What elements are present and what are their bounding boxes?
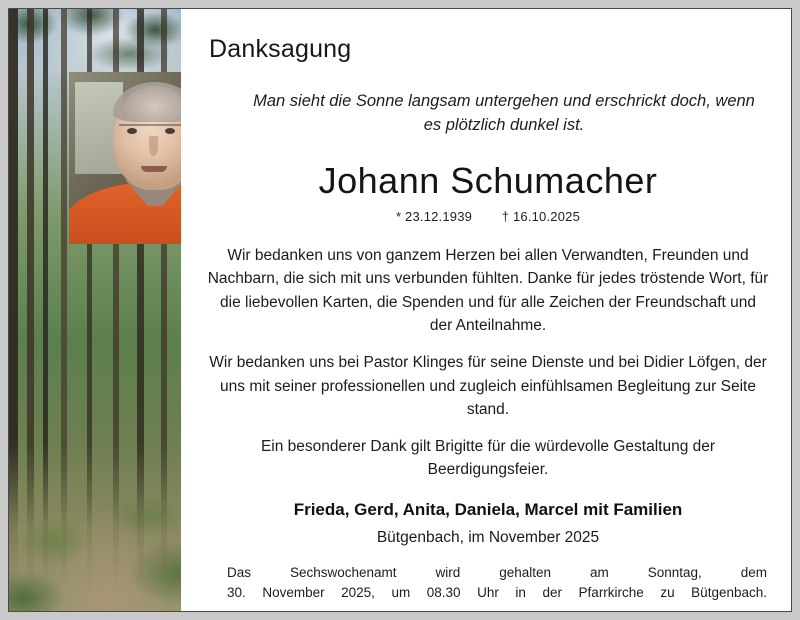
thanks-paragraph-2: Wir bedanken uns bei Pastor Klinges für seine Dienste und bei Didier Löfgen, der uns mit seiner professionellen und zugleich einfühlsamen Begleitung zur Seite stand.	[209, 354, 767, 419]
portrait-hair	[113, 82, 181, 122]
deceased-name: Johann Schumacher	[318, 159, 658, 201]
verse-quote: Man sieht die Sonne langsam untergehen und erschrickt doch, wenn es plötzlich dunkel ist.	[253, 92, 755, 134]
page-title: Danksagung	[209, 35, 352, 63]
death-date: † 16.10.2025	[501, 208, 581, 224]
portrait-photo	[69, 72, 181, 244]
portrait-nose	[149, 136, 158, 156]
family-signature: Frieda, Gerd, Anita, Daniela, Marcel mit Familien	[293, 499, 683, 519]
thanks-paragraph-1: Wir bedanken uns von ganzem Herzen bei allen Verwandten, Freunden und Nachbarn, die sich mit uns verbunden fühlten. Danke für jedes tröstende Wort, für die liebevollen Karten, die Spenden und für alle Zeichen der Freundschaft und der Anteilnahme.	[207, 246, 769, 335]
service-notice-line-1: Das Sechswochenamt wird gehalten am Sonntag, dem	[227, 564, 767, 580]
forest-photo-column	[9, 9, 181, 611]
birth-date: * 23.12.1939	[395, 208, 473, 224]
portrait-photo-artwork	[69, 72, 181, 244]
undergrowth-decoration	[9, 361, 181, 611]
portrait-mouth	[141, 166, 167, 172]
obituary-card	[8, 8, 792, 612]
portrait-eye-right	[165, 128, 175, 134]
portrait-eye-left	[127, 128, 137, 134]
life-dates	[207, 209, 769, 224]
thanks-paragraph-3: Ein besonderer Dank gilt Brigitte für die würdevolle Gestaltung der Beerdigungsfeier.	[260, 437, 716, 479]
obituary-text-column	[181, 9, 791, 611]
place-and-date: Bütgenbach, im November 2025	[376, 528, 600, 546]
service-notice-line-2: 30. November 2025, um 08.30 Uhr in der Pfarrkirche zu Bütgenbach.	[227, 585, 767, 601]
service-notice	[207, 563, 769, 604]
thanks-body	[207, 244, 769, 482]
